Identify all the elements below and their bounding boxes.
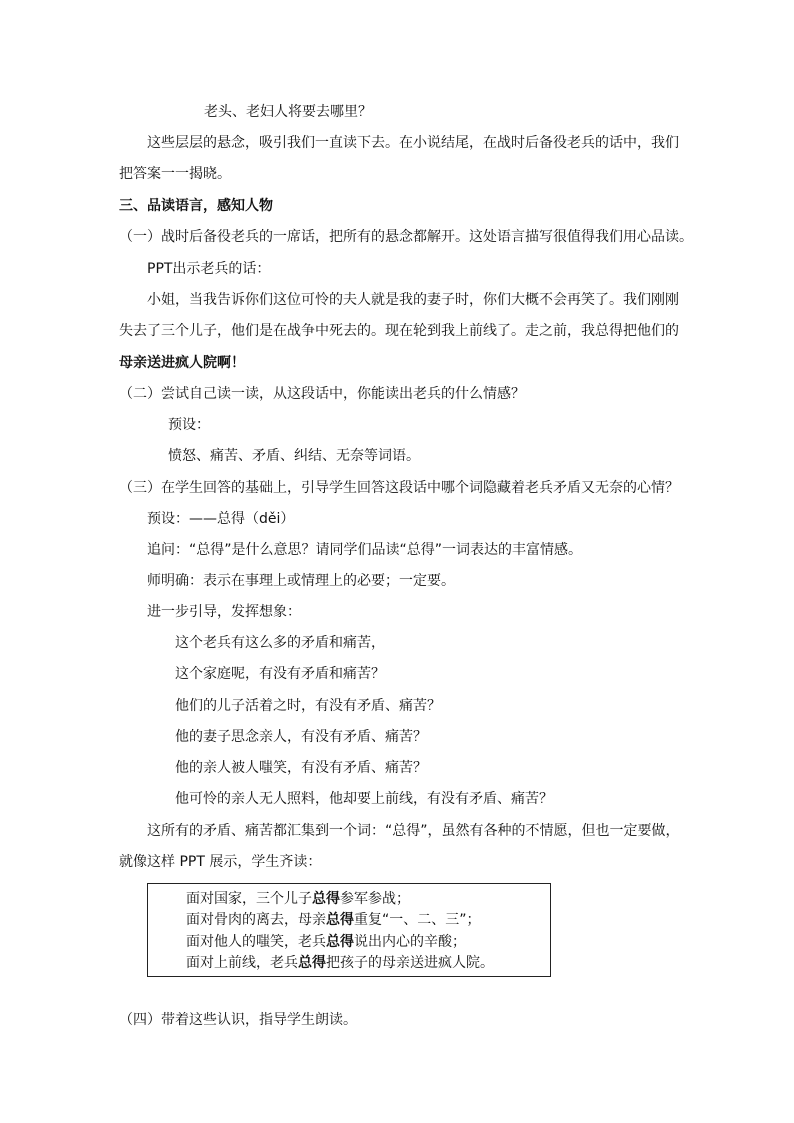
box-line	[186, 911, 481, 929]
text-line: 愤怒、痛苦、矛盾、纠结、无奈等词语。	[168, 448, 420, 464]
text-line: 预设：——总得（děi）	[147, 511, 295, 527]
box-text: 把孩子的母亲送进疯人院。	[326, 955, 494, 971]
keyword: 总得	[312, 891, 340, 907]
text-line: 这个老兵有这么多的矛盾和痛苦，	[175, 635, 385, 651]
quote-line: 小姐，当我告诉你们这位可怜的夫人就是我的妻子时，你们大概不会再笑了。我们刚刚	[147, 292, 679, 308]
text-line: 老头、老妇人将要去哪里？	[204, 104, 372, 120]
text-line: 进一步引导，发挥想象：	[147, 604, 301, 620]
text-line: 他可怜的亲人无人照料，他却要上前线，有没有矛盾、痛苦？	[175, 791, 553, 807]
text-line: 就像这样 PPT 展示，学生齐读：	[119, 854, 322, 870]
text-line: 这个家庭呢，有没有矛盾和痛苦？	[175, 666, 385, 682]
text-line: 他们的儿子活着之时，有没有矛盾、痛苦？	[175, 698, 441, 714]
text-line: 预设：	[168, 417, 210, 433]
text-line: （二）尝试自己读一读，从这段话中，你能读出老兵的什么情感？	[119, 386, 525, 402]
box-text: 面对他人的嗤笑，老兵	[186, 934, 326, 950]
box-text: 面对国家，三个儿子	[186, 891, 312, 907]
text-line: 这些层层的悬念，吸引我们一直读下去。在小说结尾，在战时后备役老兵的话中，我们	[147, 135, 679, 151]
quote-line: 失去了三个儿子，他们是在战争中死去的。现在轮到我上前线了。走之前，我总得把他们的	[119, 323, 679, 339]
text-line: 追问：“总得”是什么意思？请同学们品读“总得”一词表达的丰富情感。	[147, 542, 583, 558]
keyword: 总得	[326, 934, 354, 950]
text-line: 这所有的矛盾、痛苦都汇集到一个词：“总得”，虽然有各种的不情愿，但也一定要做，	[147, 823, 680, 839]
keyword: 总得	[326, 912, 354, 928]
box-text: 说出内心的辛酸；	[354, 934, 466, 950]
section-heading: 三、品读语言，感知人物	[119, 198, 273, 214]
text-line: （四）带着这些认识，指导学生朗读。	[119, 1012, 357, 1028]
text-line: 他的妻子思念亲人，有没有矛盾、痛苦？	[175, 729, 427, 745]
box-text: 面对上前线，老兵	[186, 955, 298, 971]
text-line: PPT出示老兵的话：	[147, 261, 271, 277]
box-line	[186, 890, 410, 908]
text-line: 师明确：表示在事理上或情理上的必要；一定要。	[147, 573, 455, 589]
box-text: 重复“一、二、三”；	[354, 912, 481, 928]
ppt-box	[147, 883, 551, 977]
text-line: （一）战时后备役老兵的一席话，把所有的悬念都解开。这处语言描写很值得我们用心品读。	[119, 229, 693, 245]
quote-line: 母亲送进疯人院啊！	[119, 355, 245, 371]
box-line	[186, 954, 494, 972]
text-line: 把答案一一揭晓。	[119, 166, 231, 182]
box-text: 面对骨肉的离去，母亲	[186, 912, 326, 928]
text-line: 他的亲人被人嗤笑，有没有矛盾、痛苦？	[175, 760, 427, 776]
box-line	[186, 933, 466, 951]
box-text: 参军参战；	[340, 891, 410, 907]
text-line: （三）在学生回答的基础上，引导学生回答这段话中哪个词隐藏着老兵矛盾又无奈的心情？	[119, 480, 679, 496]
keyword: 总得	[298, 955, 326, 971]
